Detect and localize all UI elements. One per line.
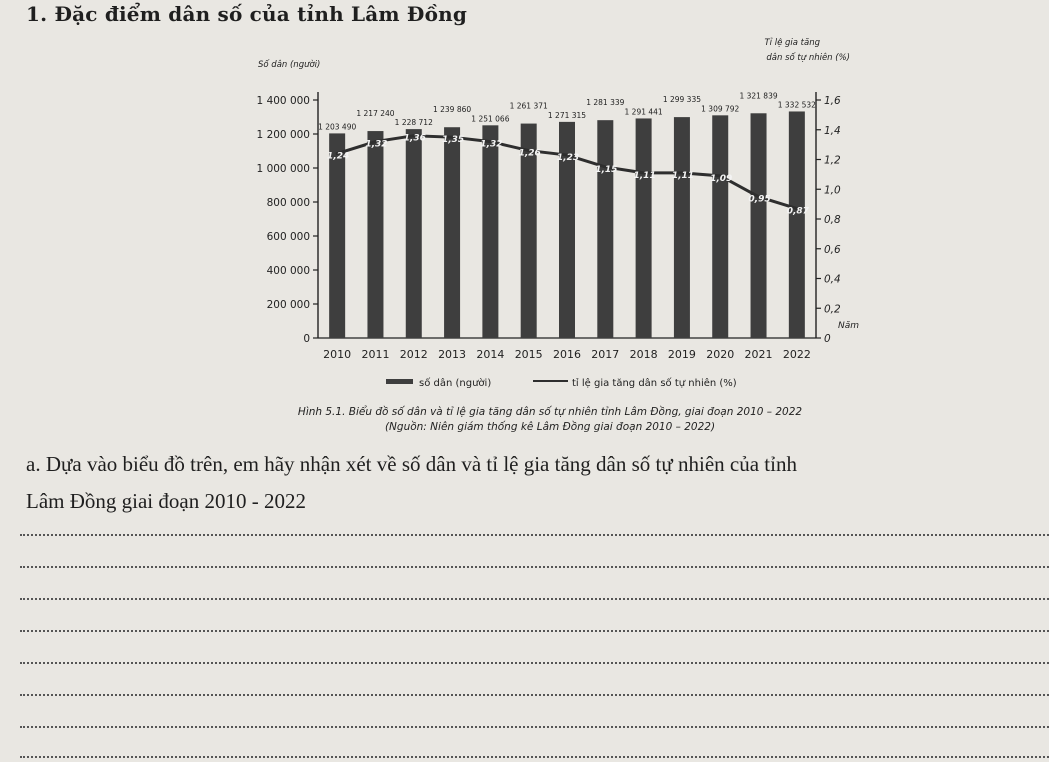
page-title: 1. Đặc điểm dân số của tỉnh Lâm Đồng xyxy=(26,2,468,26)
x-tick-label: 2018 xyxy=(629,348,658,361)
answer-line[interactable] xyxy=(20,534,1049,536)
bar-population xyxy=(751,113,767,338)
rate-value-label: 0,95 xyxy=(748,194,771,205)
rate-value-label: 1,11 xyxy=(671,170,695,181)
answer-line[interactable] xyxy=(20,598,1049,600)
bar-value-label: 1 291 441 xyxy=(624,107,663,117)
figure-source: (Nguồn: Niên giám thống kê Lâm Đồng giai đoạn 2010 – 2022) xyxy=(384,421,716,433)
answer-line[interactable] xyxy=(20,662,1049,664)
right-axis-title-line1: Tỉ lệ gia tăng xyxy=(764,38,820,48)
right-axis-tick-label: 1,0 xyxy=(824,184,841,197)
rate-value-label: 1,11 xyxy=(633,170,656,181)
answer-line[interactable] xyxy=(20,756,1049,758)
x-tick-label: 2019 xyxy=(667,348,696,361)
bar-population xyxy=(789,111,805,338)
x-tick-label: 2014 xyxy=(476,348,505,361)
rate-value-label: 1,36 xyxy=(403,133,426,144)
rate-value-label: 1,15 xyxy=(595,164,618,175)
bar-population xyxy=(597,120,613,338)
bar-value-label: 1 271 315 xyxy=(547,110,587,120)
bar-value-label: 1 251 066 xyxy=(471,114,510,124)
right-axis-title-line2: dân số tự nhiên (%) xyxy=(766,53,850,63)
bar-value-label: 1 203 490 xyxy=(318,122,357,132)
left-axis-tick-label: 800 000 xyxy=(266,197,310,209)
right-axis-tick-label: 1,2 xyxy=(824,154,841,167)
left-axis-tick-label: 1 000 000 xyxy=(256,163,310,175)
bar-value-label: 1 228 712 xyxy=(394,118,433,128)
right-axis-tick-label: 0 xyxy=(824,333,831,345)
rate-value-label: 0,87 xyxy=(786,206,809,217)
right-axis-tick-label: 1,4 xyxy=(824,124,841,137)
left-axis-tick-label: 200 000 xyxy=(266,299,310,311)
bar-population xyxy=(367,131,383,338)
right-axis-tick-label: 0,6 xyxy=(824,243,841,256)
bar-value-label: 1 239 860 xyxy=(432,105,472,115)
x-tick-label: 2011 xyxy=(361,348,390,361)
bar-population xyxy=(712,115,728,338)
answer-line[interactable] xyxy=(20,726,1049,728)
right-axis-tick-label: 0,4 xyxy=(824,273,841,286)
legend-bar-label: số dân (người) xyxy=(419,378,492,389)
bar-value-label: 1 217 240 xyxy=(356,109,395,119)
question-line-1: a. Dựa vào biểu đồ trên, em hãy nhận xét về số dân và tỉ lệ gia tăng dân số tự nhiên của tỉnh xyxy=(26,452,797,476)
x-tick-label: 2016 xyxy=(553,348,581,361)
left-axis-tick-label: 1 200 000 xyxy=(256,129,310,141)
rate-value-label: 1,23 xyxy=(556,153,580,164)
x-tick-label: 2022 xyxy=(782,348,811,361)
bar-population xyxy=(636,118,652,338)
x-tick-label: 2015 xyxy=(514,348,543,361)
rate-value-label: 1,09 xyxy=(710,173,733,184)
bar-value-label: 1 321 839 xyxy=(739,91,778,101)
left-axis-tick-label: 400 000 xyxy=(266,265,310,277)
rate-value-label: 1,32 xyxy=(480,139,503,150)
x-tick-label: 2013 xyxy=(438,348,467,361)
x-tick-label: 2021 xyxy=(744,348,773,361)
bar-population xyxy=(482,125,498,338)
left-axis-tick-label: 600 000 xyxy=(266,231,310,243)
question-line-2: Lâm Đồng giai đoạn 2010 - 2022 xyxy=(26,489,306,513)
right-axis-tick-label: 0,8 xyxy=(824,214,841,226)
x-axis-unit-label: Năm xyxy=(838,321,860,331)
left-axis-title: Số dân (người) xyxy=(258,60,321,70)
rate-value-label: 1,35 xyxy=(441,135,465,146)
bar-population xyxy=(406,129,422,338)
rate-value-label: 1,26 xyxy=(518,148,541,159)
left-axis-tick-label: 1 400 000 xyxy=(256,95,310,107)
bar-value-label: 1 281 339 xyxy=(586,98,625,108)
answer-line[interactable] xyxy=(20,566,1049,568)
bar-population xyxy=(329,133,345,338)
x-tick-label: 2017 xyxy=(591,348,620,361)
rate-value-label: 1,32 xyxy=(365,139,388,150)
x-tick-label: 2012 xyxy=(399,348,428,361)
bar-population xyxy=(674,117,690,338)
rate-value-label: 1,24 xyxy=(327,151,350,162)
question-text xyxy=(26,446,1049,520)
figure-caption: Hình 5.1. Biểu đồ số dân và tỉ lệ gia tăng dân số tự nhiên tỉnh Lâm Đồng, giai đoạn 2010 – 2022 xyxy=(297,406,803,418)
answer-line[interactable] xyxy=(20,694,1049,696)
bar-value-label: 1 261 371 xyxy=(509,101,548,111)
legend-line-label: tỉ lệ gia tăng dân số tự nhiên (%) xyxy=(572,378,737,389)
right-axis-tick-label: 1,6 xyxy=(824,95,841,107)
bar-value-label: 1 332 532 xyxy=(777,100,816,110)
legend-bar-swatch xyxy=(386,379,413,384)
x-tick-label: 2020 xyxy=(706,348,735,361)
bar-value-label: 1 299 335 xyxy=(662,95,702,105)
left-axis-tick-label: 0 xyxy=(303,333,310,345)
x-tick-label: 2010 xyxy=(323,348,352,361)
answer-line[interactable] xyxy=(20,630,1049,632)
bar-value-label: 1 309 792 xyxy=(701,104,740,114)
bar-population xyxy=(444,127,460,338)
right-axis-tick-label: 0,2 xyxy=(824,303,841,316)
